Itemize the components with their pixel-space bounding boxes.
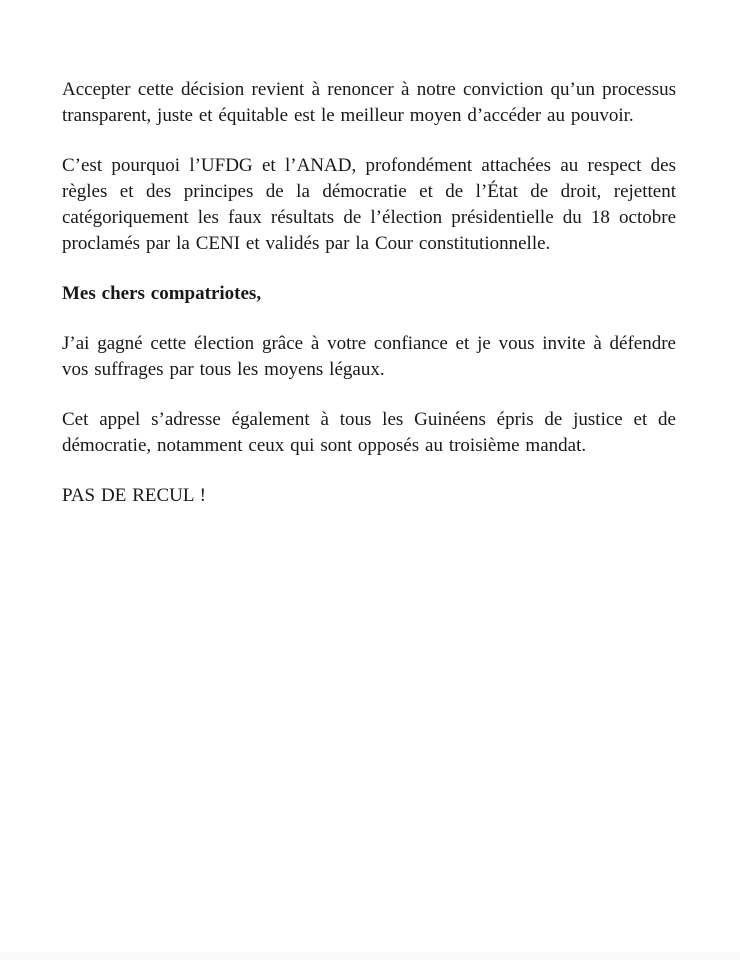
paragraph-ufdg-anad-rejection: C’est pourquoi l’UFDG et l’ANAD, profondément attachées au respect des règles et des principes de la démocratie et de l’État de droit, rejettent catégoriquement les faux résultats de l’élection présidentielle du 18 octobre proclamés par la CENI et validés par la Cour constitutionnelle.	[62, 155, 676, 254]
paragraph-accept-decision: Accepter cette décision revient à renoncer à notre conviction qu’un processus transparent, juste et équitable est le meilleur moyen d’accéder au pouvoir.	[62, 79, 676, 126]
paragraph-election-won: J’ai gagné cette élection grâce à votre confiance et je vous invite à défendre vos suffrages par tous les moyens légaux.	[62, 333, 676, 380]
paragraph-appeal-guineens: Cet appel s’adresse également à tous les Guinéens épris de justice et de démocratie, notamment ceux qui sont opposés au troisième mandat.	[62, 409, 676, 456]
paragraph-salutation: Mes chers compatriotes,	[62, 283, 262, 304]
paragraph-slogan: PAS DE RECUL !	[62, 485, 207, 506]
page-bottom-edge-shading	[0, 952, 740, 960]
